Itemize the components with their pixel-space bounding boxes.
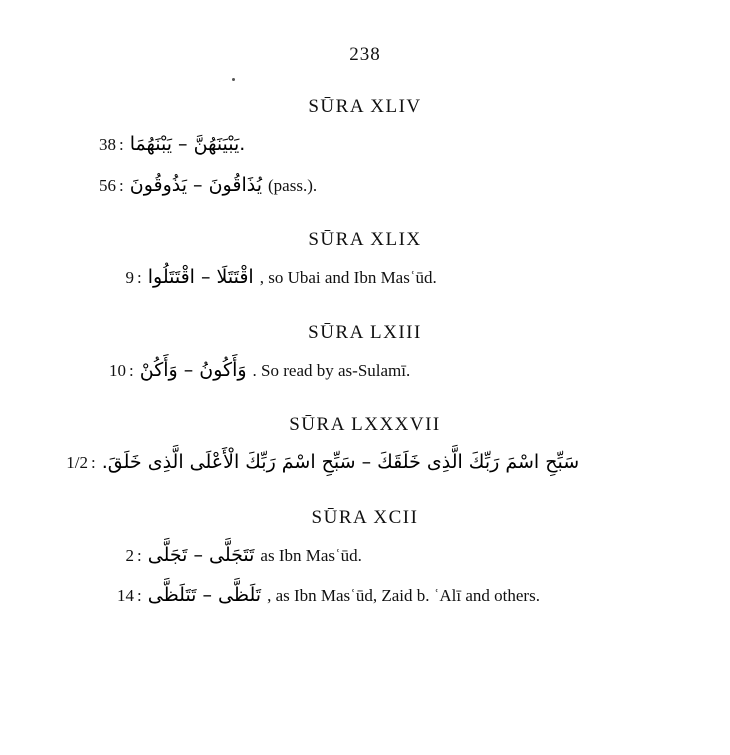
verse-colon: : (137, 268, 142, 287)
arabic-variant-text: وَأَكُونُ – وَأَكُنْ (139, 358, 247, 381)
entry-note: as Ibn Masʿūd. (260, 545, 362, 565)
variant-entry (0, 541, 730, 570)
verse-number: 10 (109, 360, 126, 380)
arabic-variant-text: ‎.يَبْيَنَهُنَّ – يَبْنَهُمَا (129, 133, 246, 155)
verse-colon: : (91, 453, 96, 472)
sura-heading: SŪRA LXXXVII (289, 414, 441, 435)
variant-entry (0, 356, 730, 385)
variant-entry (0, 581, 730, 610)
variant-entry (0, 130, 730, 159)
verse-colon: : (137, 545, 142, 565)
verse-number: 38 (99, 135, 116, 154)
sura-heading: SŪRA XLIV (308, 96, 422, 117)
variant-entry (0, 448, 730, 477)
arabic-variant-text: تَتَجَلَّى – تَجَلَّى (147, 543, 255, 566)
page-number: 238 (349, 44, 381, 65)
sura-heading: SŪRA XCII (311, 506, 419, 528)
sura-heading: SŪRA LXIII (308, 321, 422, 343)
variant-entry (0, 171, 730, 200)
variant-entry (0, 263, 730, 292)
arabic-variant-text: اقْتَتَلَا – اقْتَتَلُوا (147, 266, 254, 288)
arabic-variant-text: يُذَاقُونَ – يَذُوقُونَ (129, 173, 262, 196)
verse-number: 56 (99, 175, 116, 195)
verse-number: 1/2 (66, 453, 88, 472)
sura-heading: SŪRA XLIX (308, 229, 422, 250)
verse-colon: : (137, 586, 142, 605)
verse-number: 2 (125, 545, 134, 565)
verse-colon: : (119, 135, 124, 154)
verse-colon: : (119, 175, 124, 195)
arabic-variant-text: تَلَظَّى – تَتَلَظَّى (147, 584, 262, 606)
entry-note: (pass.). (268, 175, 318, 195)
arabic-variant-text: سَبِّحِ اسْمَ رَبِّكَ الَّذِى خَلَقَكَ – سَبِّحِ اسْمَ رَبِّكَ الْأَعْلَى الَّذِى خَلَقَ. (101, 451, 580, 473)
verse-colon: : (129, 360, 134, 380)
ink-dot-mark (232, 78, 235, 81)
verse-number: 14 (117, 586, 134, 605)
entry-note: , so Ubai and Ibn Masʿūd. (259, 268, 437, 287)
entry-note: . So read by as-Sulamī. (252, 360, 411, 380)
verse-number: 9 (125, 268, 134, 287)
entry-note: , as Ibn Masʿūd, Zaid b. ʿAlī and others. (267, 586, 540, 605)
